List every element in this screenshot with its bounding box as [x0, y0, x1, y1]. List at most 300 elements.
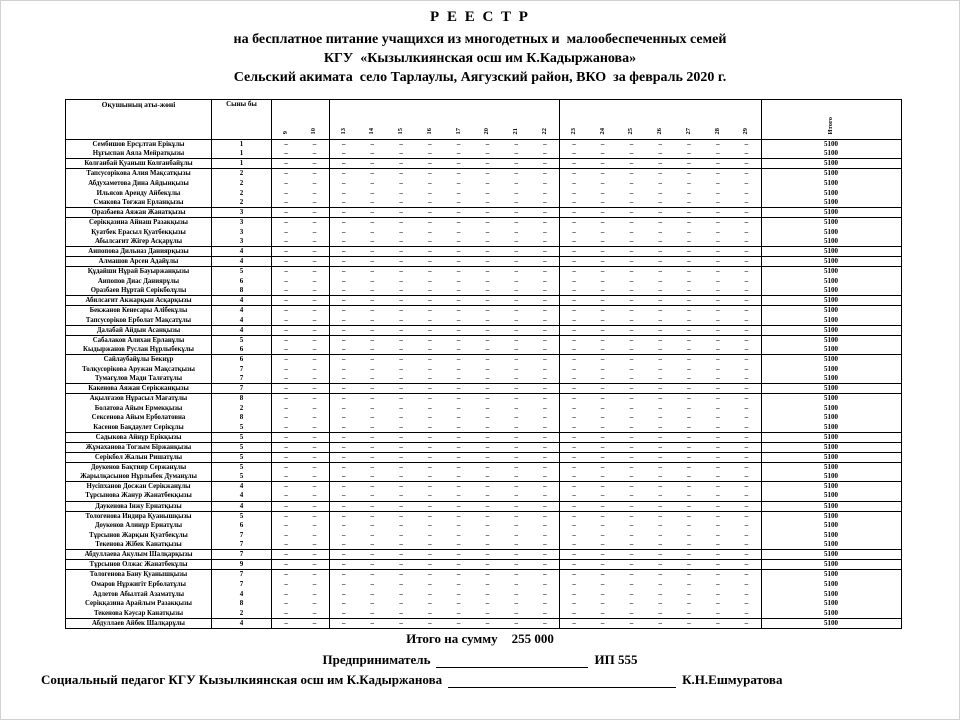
- attendance-cell: –: [658, 140, 662, 149]
- attendance-cell: –: [387, 452, 416, 462]
- attendance-cell: –: [588, 384, 617, 394]
- attendance-cell: –: [675, 491, 704, 501]
- attendance-cell: –: [646, 296, 675, 306]
- attendance-cell: –: [716, 335, 720, 344]
- attendance-cell: –: [358, 149, 387, 159]
- attendance-cell: –: [370, 227, 375, 236]
- attendance-cell: –: [531, 550, 560, 560]
- class-cell: 4: [212, 325, 272, 335]
- sum-cell: 5100: [761, 540, 901, 550]
- date-label: 25: [627, 127, 635, 134]
- attendance-cell: –: [502, 159, 531, 169]
- table-row: [66, 140, 902, 150]
- attendance-cell: –: [272, 208, 301, 218]
- attendance-cell: –: [658, 403, 662, 412]
- date-column-header: [502, 100, 531, 140]
- attendance-cell: –: [514, 482, 519, 491]
- attendance-cell: –: [588, 296, 617, 306]
- attendance-cell: –: [629, 579, 634, 588]
- attendance-cell: –: [559, 345, 588, 355]
- table-row: [66, 315, 902, 325]
- sum-cell: 5100: [761, 286, 901, 296]
- class-cell: 4: [212, 257, 272, 267]
- attendance-cell: –: [284, 267, 288, 276]
- attendance-cell: –: [329, 423, 358, 433]
- attendance-cell: –: [629, 306, 634, 315]
- attendance-cell: –: [617, 452, 646, 462]
- attendance-cell: –: [629, 335, 634, 344]
- attendance-cell: –: [559, 482, 588, 492]
- attendance-cell: –: [358, 452, 387, 462]
- attendance-cell: –: [617, 472, 646, 482]
- attendance-cell: –: [600, 579, 605, 588]
- attendance-cell: –: [658, 413, 662, 422]
- sum-cell: 5100: [761, 345, 901, 355]
- attendance-cell: –: [588, 257, 617, 267]
- attendance-cell: –: [358, 540, 387, 550]
- table-row: [66, 179, 902, 189]
- attendance-cell: –: [617, 442, 646, 452]
- attendance-cell: –: [370, 394, 375, 403]
- attendance-cell: –: [675, 345, 704, 355]
- attendance-cell: –: [543, 579, 547, 588]
- attendance-cell: –: [675, 423, 704, 433]
- attendance-cell: –: [502, 374, 531, 384]
- attendance-cell: –: [284, 570, 288, 579]
- attendance-cell: –: [687, 511, 691, 520]
- attendance-cell: –: [415, 501, 444, 511]
- attendance-cell: –: [716, 394, 720, 403]
- attendance-cell: –: [485, 599, 490, 608]
- student-name-cell: Бекжанов Кенесары Алібекұлы: [66, 306, 212, 316]
- attendance-cell: –: [629, 618, 634, 627]
- table-row: [66, 227, 902, 237]
- attendance-cell: –: [329, 149, 358, 159]
- date-label: 16: [425, 127, 433, 134]
- attendance-cell: –: [703, 550, 732, 560]
- attendance-cell: –: [312, 188, 317, 197]
- class-cell: 6: [212, 355, 272, 365]
- attendance-cell: –: [312, 355, 317, 364]
- table-row: [66, 355, 902, 365]
- attendance-cell: –: [675, 609, 704, 619]
- attendance-cell: –: [559, 159, 588, 169]
- attendance-cell: –: [456, 579, 461, 588]
- attendance-cell: –: [358, 286, 387, 296]
- student-name-cell: Колғанбай Қуаныш Колғанбайұлы: [66, 159, 212, 169]
- attendance-cell: –: [473, 442, 502, 452]
- attendance-cell: –: [732, 286, 761, 296]
- class-cell: 1: [212, 159, 272, 169]
- sum-cell: 5100: [761, 618, 901, 628]
- attendance-cell: –: [543, 169, 547, 178]
- attendance-cell: –: [370, 169, 375, 178]
- attendance-cell: –: [716, 530, 720, 539]
- attendance-cell: –: [272, 452, 301, 462]
- attendance-cell: –: [399, 276, 403, 285]
- attendance-cell: –: [473, 501, 502, 511]
- attendance-cell: –: [658, 355, 662, 364]
- student-name-cell: Сайлаубайұлы Бекнұр: [66, 355, 212, 365]
- attendance-cell: –: [456, 169, 461, 178]
- student-name-cell: Тұрсынова Жанур Жанатбекқызы: [66, 491, 212, 501]
- attendance-cell: –: [658, 276, 662, 285]
- attendance-cell: –: [588, 159, 617, 169]
- class-cell: 8: [212, 413, 272, 423]
- date-label: 27: [685, 127, 693, 134]
- sum-cell: 5100: [761, 296, 901, 306]
- attendance-cell: –: [284, 178, 288, 187]
- sum-cell: 5100: [761, 580, 901, 590]
- attendance-cell: –: [629, 521, 634, 530]
- attendance-cell: –: [658, 462, 662, 471]
- attendance-cell: –: [658, 511, 662, 520]
- table-header-row: [66, 100, 902, 140]
- attendance-cell: –: [514, 579, 519, 588]
- sum-cell: 5100: [761, 609, 901, 619]
- attendance-cell: –: [716, 570, 720, 579]
- table-row: [66, 403, 902, 413]
- attendance-cell: –: [284, 306, 288, 315]
- class-cell: 5: [212, 452, 272, 462]
- attendance-cell: –: [456, 530, 461, 539]
- attendance-cell: –: [300, 159, 329, 169]
- doc-subtitle-2: КГУ «Кызылкиянская осш им К.Кадыржанова»: [323, 51, 637, 66]
- attendance-cell: –: [415, 325, 444, 335]
- attendance-cell: –: [312, 335, 317, 344]
- date-label: 23: [570, 127, 578, 134]
- attendance-cell: –: [415, 560, 444, 570]
- attendance-cell: –: [329, 188, 358, 198]
- attendance-cell: –: [329, 335, 358, 345]
- attendance-cell: –: [502, 384, 531, 394]
- attendance-cell: –: [716, 267, 720, 276]
- attendance-cell: –: [732, 540, 761, 550]
- attendance-cell: –: [502, 550, 531, 560]
- attendance-cell: –: [456, 188, 461, 197]
- attendance-cell: –: [272, 286, 301, 296]
- attendance-cell: –: [732, 452, 761, 462]
- sum-cell: 5100: [761, 521, 901, 531]
- attendance-cell: –: [415, 540, 444, 550]
- attendance-cell: –: [703, 247, 732, 257]
- student-name-cell: Доукенов Алинұр Ернатұлы: [66, 521, 212, 531]
- attendance-cell: –: [744, 530, 749, 539]
- attendance-cell: –: [588, 315, 617, 325]
- attendance-cell: –: [716, 521, 720, 530]
- attendance-cell: –: [399, 355, 403, 364]
- attendance-cell: –: [629, 589, 634, 598]
- attendance-cell: –: [456, 570, 461, 579]
- attendance-cell: –: [473, 472, 502, 482]
- attendance-cell: –: [370, 530, 375, 539]
- attendance-cell: –: [732, 208, 761, 218]
- attendance-cell: –: [646, 208, 675, 218]
- class-cell: 5: [212, 335, 272, 345]
- attendance-cell: –: [284, 599, 288, 608]
- attendance-cell: –: [732, 159, 761, 169]
- attendance-cell: –: [485, 511, 490, 520]
- attendance-cell: –: [329, 355, 358, 365]
- attendance-cell: –: [272, 198, 301, 208]
- attendance-cell: –: [588, 198, 617, 208]
- attendance-cell: –: [272, 159, 301, 169]
- attendance-cell: –: [300, 198, 329, 208]
- attendance-cell: –: [387, 550, 416, 560]
- attendance-cell: –: [444, 208, 473, 218]
- attendance-cell: –: [329, 198, 358, 208]
- attendance-cell: –: [473, 159, 502, 169]
- class-cell: 4: [212, 482, 272, 492]
- attendance-cell: –: [588, 609, 617, 619]
- attendance-cell: –: [646, 237, 675, 247]
- attendance-cell: –: [732, 257, 761, 267]
- attendance-cell: –: [444, 501, 473, 511]
- sum-cell: 5100: [761, 325, 901, 335]
- attendance-cell: –: [744, 413, 749, 422]
- student-name-cell: Омаров Нұржигіт Ерболатұлы: [66, 580, 212, 590]
- attendance-cell: –: [543, 482, 547, 491]
- attendance-cell: –: [502, 237, 531, 247]
- attendance-cell: –: [272, 237, 301, 247]
- attendance-cell: –: [559, 140, 588, 150]
- attendance-cell: –: [716, 178, 720, 187]
- table-row: [66, 580, 902, 590]
- attendance-cell: –: [358, 472, 387, 482]
- attendance-cell: –: [514, 178, 519, 187]
- attendance-cell: –: [514, 306, 519, 315]
- sum-cell: 5100: [761, 472, 901, 482]
- class-cell: 7: [212, 580, 272, 590]
- class-cell: 8: [212, 599, 272, 609]
- student-name-cell: Оразбаева Аяжан Жанатқызы: [66, 208, 212, 218]
- class-cell: 7: [212, 530, 272, 540]
- attendance-cell: –: [744, 462, 749, 471]
- attendance-cell: –: [456, 521, 461, 530]
- attendance-cell: –: [658, 227, 662, 236]
- attendance-cell: –: [272, 491, 301, 501]
- attendance-cell: –: [703, 237, 732, 247]
- attendance-cell: –: [284, 188, 288, 197]
- attendance-cell: –: [444, 384, 473, 394]
- attendance-cell: –: [312, 227, 317, 236]
- attendance-cell: –: [675, 384, 704, 394]
- date-column-header: [329, 100, 358, 140]
- attendance-cell: –: [399, 178, 403, 187]
- attendance-cell: –: [514, 599, 519, 608]
- attendance-cell: –: [473, 208, 502, 218]
- student-name-cell: Доукенов Бақтияр Сержанұлы: [66, 462, 212, 472]
- student-name-cell: Абдуллаева Акулым Шалқарқызы: [66, 550, 212, 560]
- class-cell: 6: [212, 276, 272, 286]
- attendance-cell: –: [588, 247, 617, 257]
- attendance-cell: –: [300, 257, 329, 267]
- attendance-cell: –: [531, 208, 560, 218]
- attendance-cell: –: [370, 178, 375, 187]
- attendance-cell: –: [312, 403, 317, 412]
- attendance-cell: –: [329, 237, 358, 247]
- attendance-cell: –: [732, 198, 761, 208]
- attendance-cell: –: [588, 374, 617, 384]
- attendance-cell: –: [370, 482, 375, 491]
- attendance-cell: –: [444, 315, 473, 325]
- attendance-cell: –: [415, 149, 444, 159]
- attendance-cell: –: [428, 618, 432, 627]
- attendance-cell: –: [600, 413, 605, 422]
- attendance-cell: –: [588, 501, 617, 511]
- attendance-cell: –: [444, 198, 473, 208]
- attendance-cell: –: [559, 423, 588, 433]
- attendance-cell: –: [387, 198, 416, 208]
- attendance-cell: –: [358, 491, 387, 501]
- attendance-cell: –: [502, 501, 531, 511]
- attendance-cell: –: [744, 599, 749, 608]
- attendance-cell: –: [559, 306, 588, 316]
- table-row: [66, 188, 902, 198]
- attendance-cell: –: [456, 227, 461, 236]
- attendance-cell: –: [358, 159, 387, 169]
- class-cell: 6: [212, 345, 272, 355]
- attendance-cell: –: [329, 257, 358, 267]
- attendance-cell: –: [272, 609, 301, 619]
- attendance-cell: –: [559, 374, 588, 384]
- class-cell: 1: [212, 140, 272, 150]
- student-name-cell: Даукенова Інжу Ернатқызы: [66, 501, 212, 511]
- attendance-cell: –: [444, 442, 473, 452]
- attendance-cell: –: [687, 589, 691, 598]
- attendance-cell: –: [415, 423, 444, 433]
- attendance-cell: –: [387, 374, 416, 384]
- attendance-cell: –: [543, 218, 547, 227]
- attendance-cell: –: [600, 482, 605, 491]
- sum-cell: 5100: [761, 227, 901, 237]
- attendance-cell: –: [329, 432, 358, 442]
- attendance-cell: –: [415, 491, 444, 501]
- sum-cell: 5100: [761, 452, 901, 462]
- sum-cell: 5100: [761, 335, 901, 345]
- attendance-cell: –: [543, 403, 547, 412]
- attendance-cell: –: [629, 413, 634, 422]
- attendance-cell: –: [502, 247, 531, 257]
- attendance-cell: –: [428, 579, 432, 588]
- attendance-cell: –: [415, 286, 444, 296]
- student-name-cell: Тологенова Бану Қуанышқызы: [66, 570, 212, 580]
- attendance-cell: –: [428, 178, 432, 187]
- attendance-cell: –: [675, 208, 704, 218]
- table-row: [66, 432, 902, 442]
- class-cell: 7: [212, 540, 272, 550]
- attendance-cell: –: [312, 589, 317, 598]
- attendance-cell: –: [415, 374, 444, 384]
- sum-cell: 5100: [761, 491, 901, 501]
- student-name-cell: Ақылғазов Нұрасыл Мағатұлы: [66, 394, 212, 404]
- attendance-cell: –: [272, 315, 301, 325]
- class-cell: 2: [212, 179, 272, 189]
- student-name-cell: Жұмаханова Тогзым Біржанқызы: [66, 442, 212, 452]
- pedagog-name: К.Н.Ешмуратова: [682, 672, 783, 687]
- attendance-cell: –: [428, 394, 432, 403]
- attendance-cell: –: [744, 589, 749, 598]
- attendance-cell: –: [531, 247, 560, 257]
- attendance-cell: –: [559, 442, 588, 452]
- attendance-cell: –: [415, 257, 444, 267]
- attendance-cell: –: [358, 296, 387, 306]
- attendance-cell: –: [658, 178, 662, 187]
- attendance-cell: –: [502, 208, 531, 218]
- attendance-cell: –: [531, 198, 560, 208]
- attendance-cell: –: [531, 237, 560, 247]
- table-row: [66, 237, 902, 247]
- attendance-cell: –: [588, 560, 617, 570]
- attendance-cell: –: [456, 306, 461, 315]
- attendance-cell: –: [675, 540, 704, 550]
- attendance-cell: –: [387, 286, 416, 296]
- attendance-cell: –: [675, 296, 704, 306]
- attendance-cell: –: [716, 413, 720, 422]
- attendance-cell: –: [588, 550, 617, 560]
- attendance-cell: –: [485, 482, 490, 491]
- sum-cell: 5100: [761, 247, 901, 257]
- attendance-cell: –: [284, 618, 288, 627]
- attendance-cell: –: [646, 491, 675, 501]
- attendance-cell: –: [428, 355, 432, 364]
- attendance-cell: –: [629, 403, 634, 412]
- pedagog-label: Социальный педагог КГУ Кызылкиянская осш им К.Кадыржанова: [41, 672, 443, 687]
- date-column-header: [300, 100, 329, 140]
- attendance-cell: –: [300, 540, 329, 550]
- attendance-cell: –: [444, 472, 473, 482]
- attendance-cell: –: [744, 140, 749, 149]
- attendance-cell: –: [600, 462, 605, 471]
- attendance-cell: –: [272, 247, 301, 257]
- attendance-cell: –: [300, 208, 329, 218]
- attendance-cell: –: [629, 355, 634, 364]
- attendance-cell: –: [514, 276, 519, 285]
- entrepreneur-label: Предприниматель: [322, 652, 431, 667]
- attendance-cell: –: [329, 315, 358, 325]
- attendance-cell: –: [456, 355, 461, 364]
- attendance-cell: –: [600, 521, 605, 530]
- class-cell: 5: [212, 472, 272, 482]
- attendance-cell: –: [329, 442, 358, 452]
- table-row: [66, 257, 902, 267]
- attendance-cell: –: [387, 237, 416, 247]
- attendance-cell: –: [329, 384, 358, 394]
- attendance-cell: –: [588, 325, 617, 335]
- attendance-cell: –: [646, 345, 675, 355]
- attendance-cell: –: [675, 472, 704, 482]
- attendance-cell: –: [687, 267, 691, 276]
- attendance-cell: –: [703, 149, 732, 159]
- attendance-cell: –: [559, 580, 588, 590]
- table-row: [66, 560, 902, 570]
- attendance-cell: –: [473, 296, 502, 306]
- footer-total-label: Итого на сумму: [406, 631, 498, 646]
- attendance-cell: –: [456, 413, 461, 422]
- register-table: [65, 99, 902, 629]
- attendance-cell: –: [300, 286, 329, 296]
- class-cell: 5: [212, 442, 272, 452]
- attendance-cell: –: [687, 579, 691, 588]
- attendance-cell: –: [444, 540, 473, 550]
- attendance-cell: –: [399, 413, 403, 422]
- attendance-cell: –: [658, 530, 662, 539]
- sum-cell: 5100: [761, 501, 901, 511]
- attendance-cell: –: [716, 276, 720, 285]
- attendance-cell: –: [543, 364, 547, 373]
- student-name-cell: Серікбол Жалын Ришатұлы: [66, 452, 212, 462]
- attendance-cell: –: [358, 325, 387, 335]
